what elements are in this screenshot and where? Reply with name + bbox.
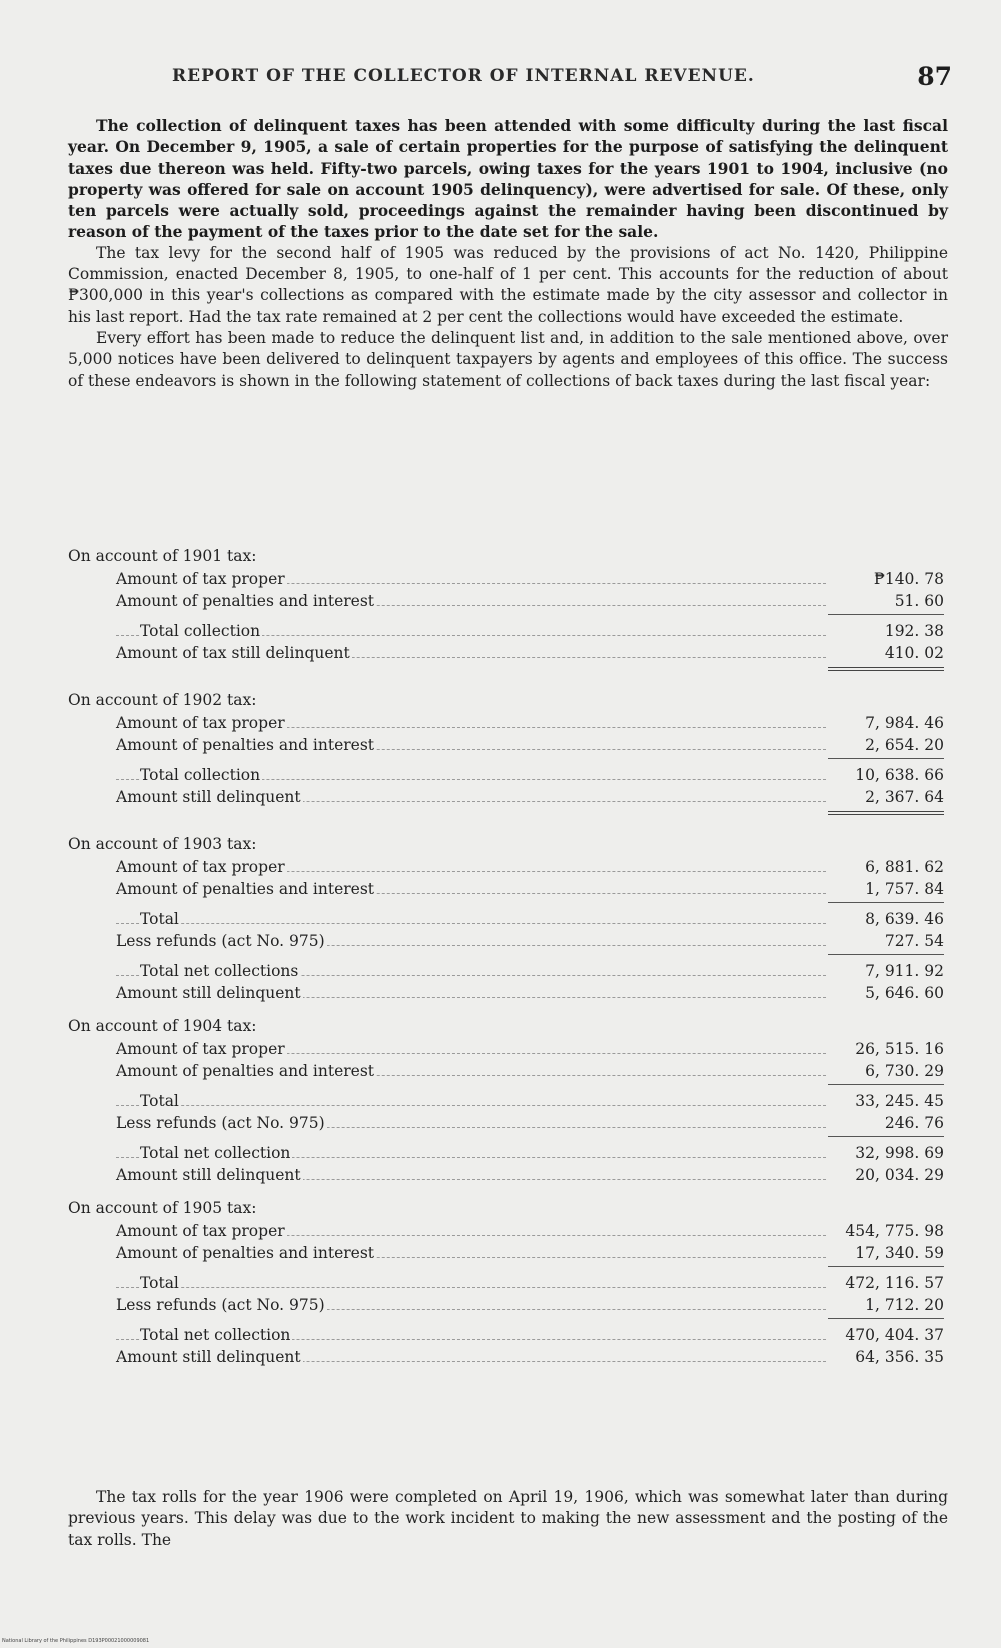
line-value: 20, 034. 29	[855, 1166, 944, 1184]
subtotal-rule	[68, 1134, 948, 1142]
statement-line	[68, 1090, 948, 1112]
page-number: 87	[917, 62, 952, 91]
body-text	[68, 115, 948, 392]
running-title: REPORT OF THE COLLECTOR OF INTERNAL REVENUE.	[172, 66, 755, 86]
line-value: 192. 38	[884, 622, 944, 640]
line-value: 8, 639. 46	[865, 910, 944, 928]
line-label: Total net collection	[140, 1326, 291, 1344]
line-value: 64, 356. 35	[855, 1348, 944, 1366]
subtotal-rule	[68, 952, 948, 960]
statement-line	[68, 642, 948, 664]
line-value: 410. 02	[884, 644, 944, 662]
line-label: Amount of tax proper	[116, 858, 285, 876]
statement-line	[68, 878, 948, 900]
section-1904	[68, 1014, 948, 1186]
statement-line	[68, 1112, 948, 1134]
line-value: 472, 116. 57	[845, 1274, 944, 1292]
line-value: 2, 654. 20	[865, 736, 944, 754]
statement-line	[68, 786, 948, 808]
collections-statement	[68, 544, 948, 1368]
statement-line	[68, 1038, 948, 1060]
line-label: Amount of penalties and interest	[116, 1062, 375, 1080]
line-label: Amount still delinquent	[116, 1166, 301, 1184]
line-label: Amount of tax proper	[116, 714, 285, 732]
line-value: 454, 775. 98	[845, 1222, 944, 1240]
scan-footer: National Library of the Philippines D193P00021000009081	[2, 1638, 150, 1644]
section-title: On account of 1902 tax:	[68, 691, 257, 709]
statement-line	[68, 1272, 948, 1294]
statement-line	[68, 960, 948, 982]
subtotal-rule	[68, 900, 948, 908]
line-value: 246. 76	[884, 1114, 944, 1132]
line-value: 1, 712. 20	[865, 1296, 944, 1314]
line-value: 470, 404. 37	[845, 1326, 944, 1344]
line-value: 7, 984. 46	[865, 714, 944, 732]
line-label: Amount of penalties and interest	[116, 1244, 375, 1262]
line-value: 2, 367. 64	[865, 788, 944, 806]
statement-line	[68, 1142, 948, 1164]
statement-line	[68, 1164, 948, 1186]
statement-line	[68, 1294, 948, 1316]
statement-line	[68, 620, 948, 642]
line-label: Amount still delinquent	[116, 1348, 301, 1366]
line-value: ₱140. 78	[873, 570, 944, 588]
line-value: 6, 881. 62	[865, 858, 944, 876]
line-label: Total	[140, 1092, 179, 1110]
statement-line	[68, 1346, 948, 1368]
statement-line	[68, 568, 948, 590]
section-1902	[68, 688, 948, 822]
line-label: Less refunds (act No. 975)	[116, 932, 325, 950]
section-title: On account of 1901 tax:	[68, 547, 257, 565]
section-1903	[68, 832, 948, 1004]
statement-line	[68, 1220, 948, 1242]
line-label: Total	[140, 1274, 179, 1292]
statement-line	[68, 734, 948, 756]
line-label: Amount of tax still delinquent	[116, 644, 350, 662]
line-value: 6, 730. 29	[865, 1062, 944, 1080]
section-title: On account of 1904 tax:	[68, 1017, 257, 1035]
subtotal-rule	[68, 1082, 948, 1090]
line-label: Total net collection	[140, 1144, 291, 1162]
statement-line	[68, 1060, 948, 1082]
section-1905	[68, 1196, 948, 1368]
line-label: Less refunds (act No. 975)	[116, 1114, 325, 1132]
statement-line	[68, 1324, 948, 1346]
line-label: Amount of tax proper	[116, 1040, 285, 1058]
line-value: 26, 515. 16	[855, 1040, 944, 1058]
line-label: Total collection	[140, 622, 261, 640]
double-rule	[68, 664, 948, 678]
line-value: 1, 757. 84	[865, 880, 944, 898]
statement-line	[68, 712, 948, 734]
section-title: On account of 1903 tax:	[68, 835, 257, 853]
line-value: 5, 646. 60	[865, 984, 944, 1002]
line-label: Amount of penalties and interest	[116, 736, 375, 754]
line-label: Amount still delinquent	[116, 788, 301, 806]
line-label: Amount still delinquent	[116, 984, 301, 1002]
statement-line	[68, 856, 948, 878]
section-title: On account of 1905 tax:	[68, 1199, 257, 1217]
paragraph-tax-rolls: The tax rolls for the year 1906 were completed on April 19, 1906, which was somewhat later than during previous years. This delay was due to the work incident to making the new assessment and the posting of the tax rolls. The	[68, 1488, 948, 1549]
line-label: Amount of penalties and interest	[116, 880, 375, 898]
subtotal-rule	[68, 1264, 948, 1272]
line-value: 33, 245. 45	[855, 1092, 944, 1110]
line-label: Amount of tax proper	[116, 1222, 285, 1240]
paragraph-tax-levy: The tax levy for the second half of 1905 was reduced by the provisions of act No. 1420, Philippine Commission, enacted December 8, 1905, to one-half of 1 per cent. This accounts for the reduction of about ₱300,000 in this year's collections as compared with the estimate made by the city assessor and collector in his last report. Had the tax rate remained at 2 per cent the collections would have exceeded the estimate.	[68, 243, 948, 326]
line-value: 51. 60	[894, 592, 944, 610]
statement-line	[68, 982, 948, 1004]
line-label: Total	[140, 910, 179, 928]
line-value: 10, 638. 66	[855, 766, 944, 784]
line-label: Amount of tax proper	[116, 570, 285, 588]
line-value: 17, 340. 59	[855, 1244, 944, 1262]
statement-line	[68, 1242, 948, 1264]
paragraph-effort: Every effort has been made to reduce the delinquent list and, in addition to the sale mentioned above, over 5,000 notices have been delivered to delinquent taxpayers by agents and employees of this office. The success of these endeavors is shown in the following statement of collections of back taxes during the last fiscal year:	[68, 328, 948, 390]
line-value: 32, 998. 69	[855, 1144, 944, 1162]
line-label: Total net collections	[140, 962, 299, 980]
subtotal-rule	[68, 612, 948, 620]
line-value: 7, 911. 92	[865, 962, 944, 980]
statement-line	[68, 764, 948, 786]
line-label: Less refunds (act No. 975)	[116, 1296, 325, 1314]
paragraph-delinquent-collection: The collection of delinquent taxes has been attended with some difficulty during the last fiscal year. On December 9, 1905, a sale of certain properties for the purpose of satisfying the delinquent taxes due thereon was held. Fifty-two parcels, owing taxes for the years 1901 to 1904, inclusive (no property was offered for sale on account 1905 delinquency), were advertised for sale. Of these, only ten parcels were actually sold, proceedings against the remainder having been discontinued by reason of the payment of the taxes prior to the date set for the sale.	[68, 116, 948, 242]
subtotal-rule	[68, 756, 948, 764]
closing-text	[68, 1487, 948, 1551]
line-label: Amount of penalties and interest	[116, 592, 375, 610]
statement-line	[68, 930, 948, 952]
statement-line	[68, 590, 948, 612]
double-rule	[68, 808, 948, 822]
subtotal-rule	[68, 1316, 948, 1324]
page-header	[172, 62, 960, 92]
line-value: 727. 54	[884, 932, 944, 950]
statement-line	[68, 908, 948, 930]
line-label: Total collection	[140, 766, 261, 784]
section-1901	[68, 544, 948, 678]
